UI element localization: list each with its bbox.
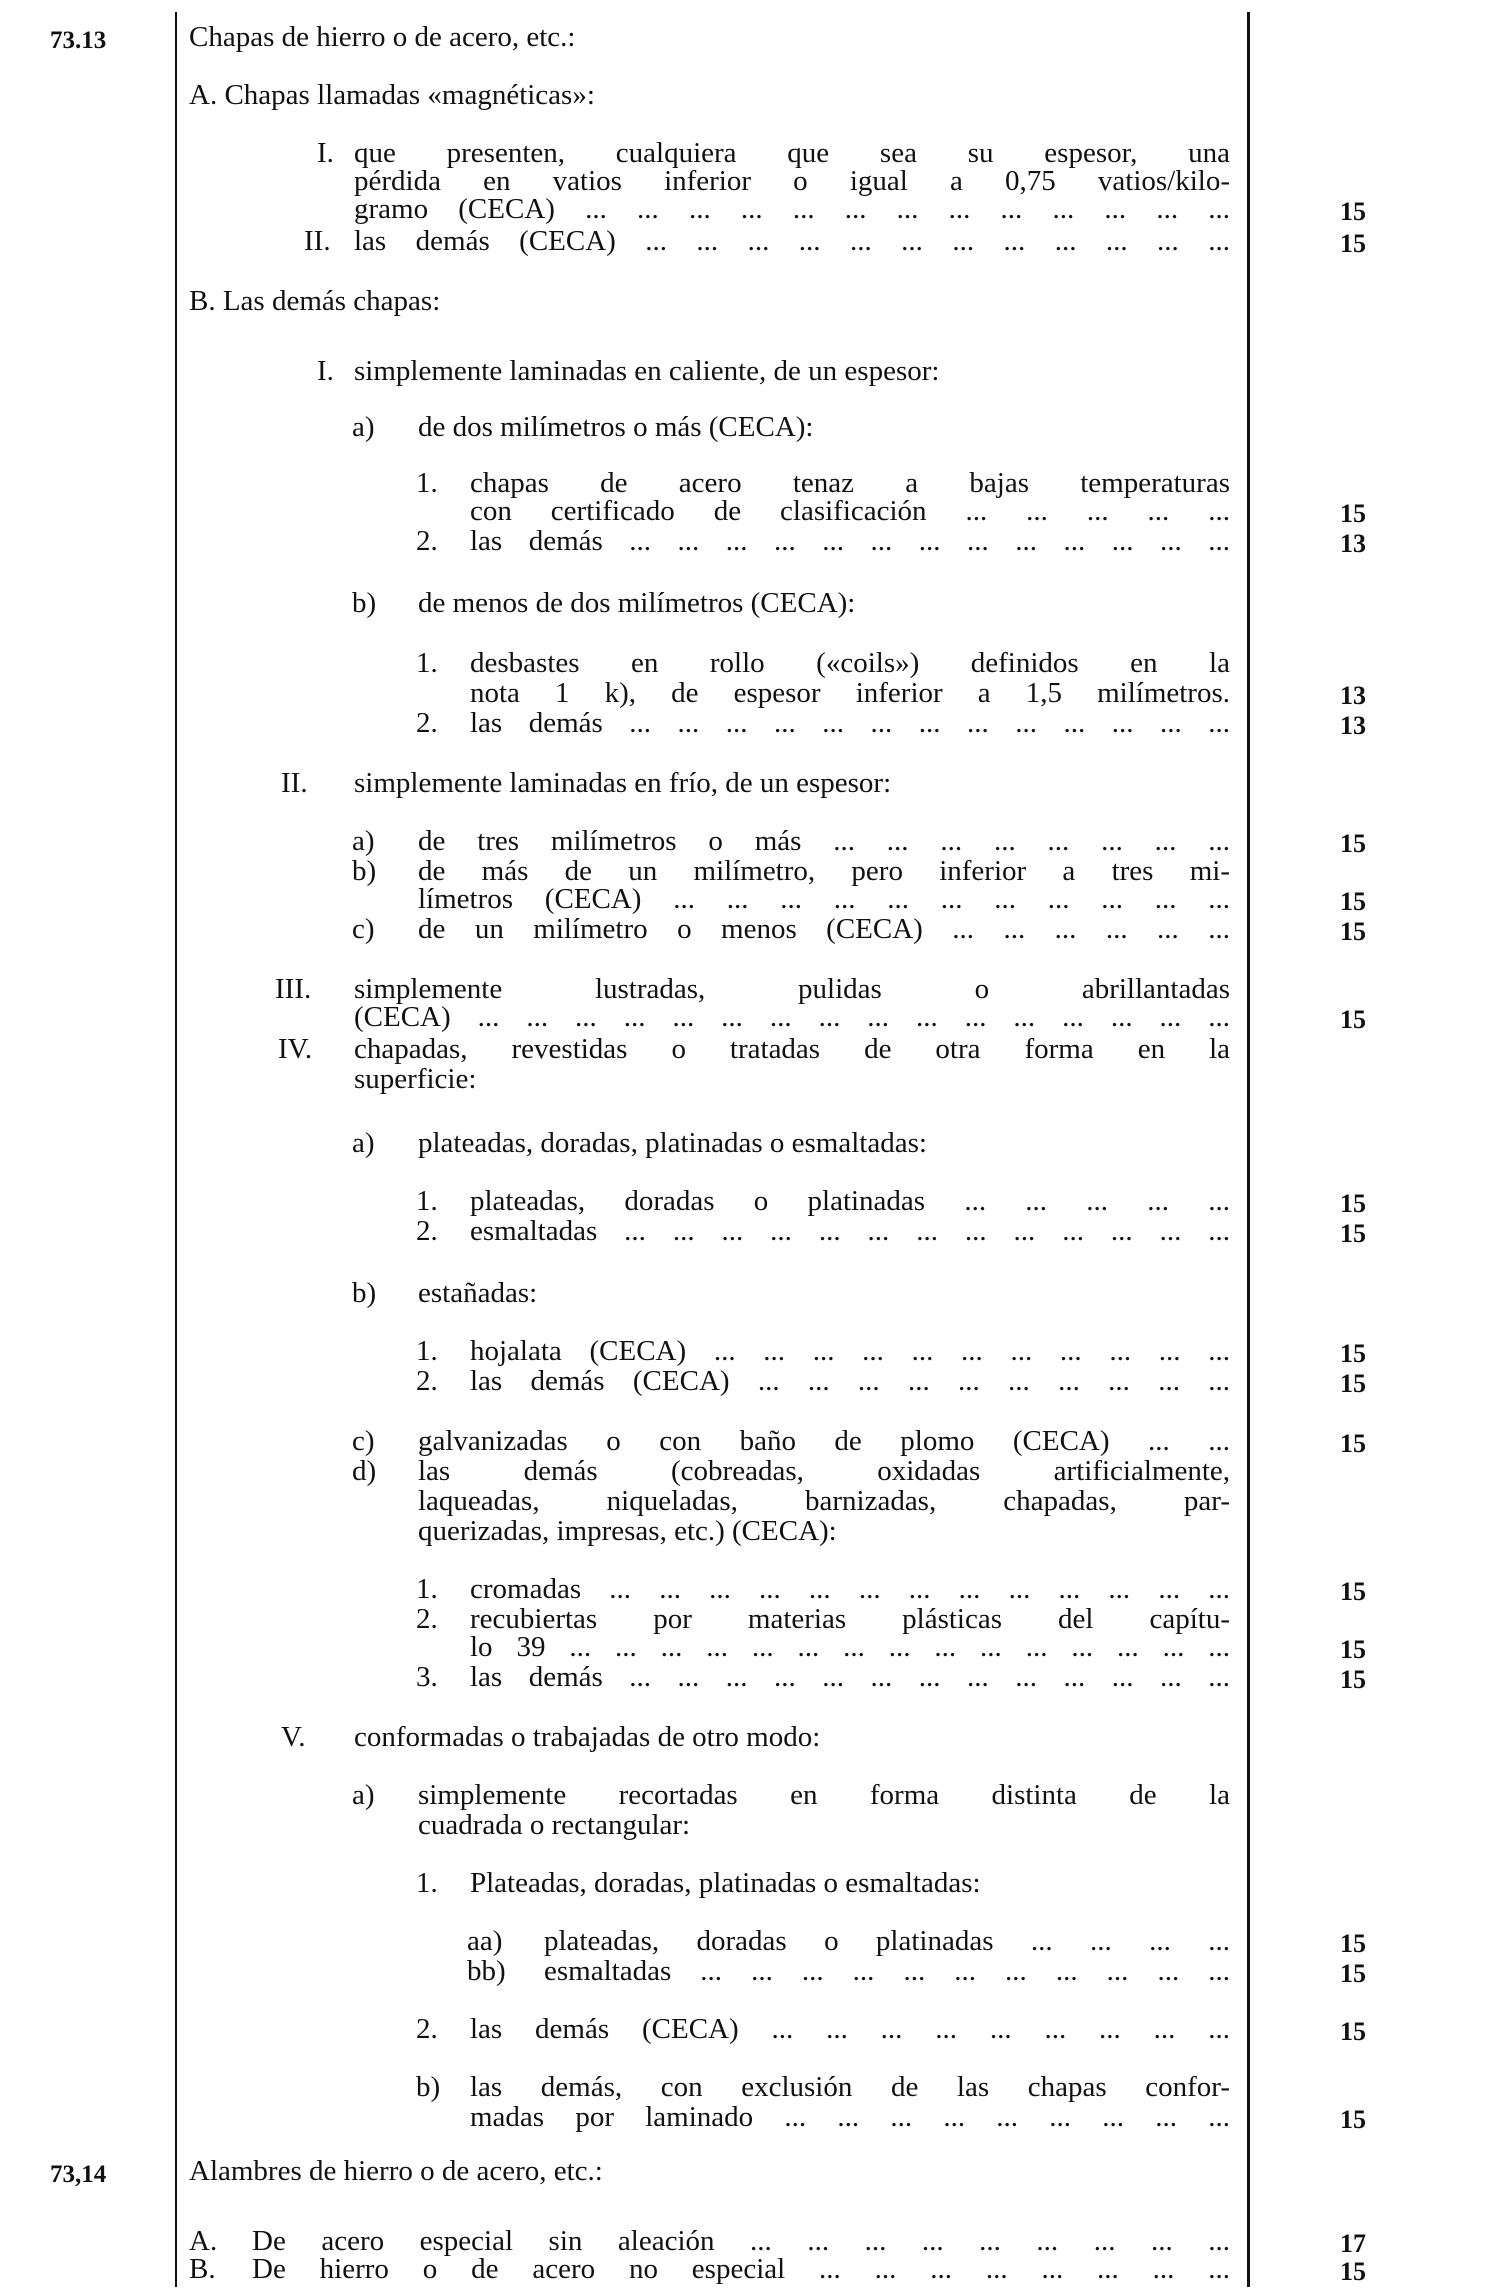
item-B-I-a-1-line2: con certificado de clasificación ... ... ... ... ... [470, 495, 1230, 527]
item-B-I-b: b) de menos de dos milímetros (CECA): [352, 587, 856, 619]
item-B-IV-b-2: 2. las demás (CECA) ... ... ... ... ... ... ... ... ... ... [416, 1365, 1230, 1397]
item-73-14-A: A. De acero especial sin aleación ... ... ... ... ... ... ... ... ... [189, 2225, 1230, 2257]
item-B-IV-line2: superficie: [354, 1063, 477, 1095]
rate-B-III: 15 [1340, 1005, 1366, 1034]
rate-B-I-a-1: 15 [1340, 499, 1366, 528]
item-B-I-b-1-line2: nota 1 k), de espesor inferior a 1,5 milímetros. [470, 677, 1230, 709]
rate-B-IV-c: 15 [1340, 1429, 1366, 1458]
item-B-IV-d-3: 3. las demás ... ... ... ... ... ... ... ... ... ... ... ... ... [416, 1661, 1230, 1693]
rate-B-I-b-1: 13 [1340, 681, 1366, 710]
item-B-IV-b-1: 1. hojalata (CECA) ... ... ... ... ... ... ... ... ... ... ... [416, 1335, 1230, 1367]
item-B-V-b-line1: b) las demás, con exclusión de las chapas confor- [416, 2071, 1230, 2103]
item-B-IV-d-line2: laqueadas, niqueladas, barnizadas, chapadas, par- [418, 1485, 1230, 1517]
item-A: A. Chapas llamadas «magnéticas»: [189, 79, 595, 111]
rate-73-14-A: 17 [1340, 2229, 1366, 2258]
rate-73-14-B: 15 [1340, 2257, 1366, 2286]
item-B-V-a-1-bb: bb) esmaltadas ... ... ... ... ... ... ... ... ... ... ... [467, 1955, 1230, 1987]
item-B-IV-d-2-line2: lo 39 ... ... ... ... ... ... ... ... ... ... ... ... ... ... ... [470, 1631, 1230, 1663]
item-B-V: V. conformadas o trabajadas de otro modo: [281, 1721, 821, 1753]
item-B-V-a-1: 1. Plateadas, doradas, platinadas o esmaltadas: [416, 1867, 981, 1899]
item-B-IV-d-line3: querizadas, impresas, etc.) (CECA): [418, 1515, 837, 1547]
right-column-rule [1247, 12, 1250, 2287]
rate-A-I: 15 [1340, 197, 1366, 226]
rate-B-IV-a-2: 15 [1340, 1219, 1366, 1248]
item-B-IV-line1: IV. chapadas, revestidas o tratadas de otra forma en la [278, 1033, 1230, 1065]
rate-B-IV-d-3: 15 [1340, 1665, 1366, 1694]
item-A-I-line2: pérdida en vatios inferior o igual a 0,75 vatios/kilo- [354, 165, 1230, 197]
item-B-IV-c: c) galvanizadas o con baño de plomo (CECA) ... ... [352, 1425, 1230, 1457]
item-B-IV-a-1: 1. plateadas, doradas o platinadas ... ... ... ... ... [416, 1185, 1230, 1217]
rate-B-II-a: 15 [1340, 829, 1366, 858]
section-title-73-14: Alambres de hierro o de acero, etc.: [189, 2155, 603, 2187]
item-B-IV-d-1: 1. cromadas ... ... ... ... ... ... ... ... ... ... ... ... ... [416, 1573, 1230, 1605]
item-B-IV-a: a) plateadas, doradas, platinadas o esmaltadas: [352, 1127, 927, 1159]
item-B-III-line2: (CECA) ... ... ... ... ... ... ... ... ... ... ... ... ... ... ... ... [354, 1001, 1230, 1033]
item-B-I-a: a) de dos milímetros o más (CECA): [352, 411, 814, 443]
rate-B-V-a-1-aa: 15 [1340, 1929, 1366, 1958]
item-A-I-line1: I. que presenten, cualquiera que sea su espesor, una [317, 137, 1230, 169]
item-A-I-line3: gramo (CECA) ... ... ... ... ... ... ... ... ... ... ... ... ... [354, 193, 1230, 225]
item-B-I-b-2: 2. las demás ... ... ... ... ... ... ... ... ... ... ... ... ... [416, 707, 1230, 739]
rate-B-II-b: 15 [1340, 887, 1366, 916]
rate-B-V-a-1-bb: 15 [1340, 1959, 1366, 1988]
heading-code-73-14: 73,14 [50, 2161, 107, 2188]
item-B-II-a: a) de tres milímetros o más ... ... ... ... ... ... ... ... [352, 825, 1230, 857]
item-A-II: II. las demás (CECA) ... ... ... ... ... ... ... ... ... ... ... ... [304, 225, 1230, 257]
item-B-IV-d-2-line1: 2. recubiertas por materias plásticas del capítu- [416, 1603, 1230, 1635]
item-B-II-c: c) de un milímetro o menos (CECA) ... ... ... ... ... ... [352, 913, 1230, 945]
section-title-73-13: Chapas de hierro o de acero, etc.: [189, 21, 576, 53]
item-B: B. Las demás chapas: [189, 285, 441, 317]
item-B-III-line1: III. simplemente lustradas, pulidas o abrillantadas [275, 973, 1230, 1005]
item-B-V-a-line1: a) simplemente recortadas en forma distinta de la [352, 1779, 1230, 1811]
rate-B-II-c: 15 [1340, 917, 1366, 946]
item-B-IV-a-2: 2. esmaltadas ... ... ... ... ... ... ... ... ... ... ... ... ... [416, 1215, 1230, 1247]
item-B-I-b-1-line1: 1. desbastes en rollo («coils») definidos en la [416, 647, 1230, 679]
rate-A-II: 15 [1340, 229, 1366, 258]
item-B-V-b-line2: madas por laminado ... ... ... ... ... ... ... ... ... [470, 2101, 1230, 2133]
rate-B-I-a-2: 13 [1340, 529, 1366, 558]
item-B-V-a-1-aa: aa) plateadas, doradas o platinadas ... ... ... ... [467, 1925, 1230, 1957]
rate-B-IV-d-2: 15 [1340, 1635, 1366, 1664]
item-B-V-a-line2: cuadrada o rectangular: [418, 1809, 691, 1841]
item-B-V-a-2: 2. las demás (CECA) ... ... ... ... ... ... ... ... ... [416, 2013, 1230, 2045]
rate-B-IV-b-2: 15 [1340, 1369, 1366, 1398]
heading-code-73-13: 73.13 [50, 27, 107, 54]
item-B-I-a-1-line1: 1. chapas de acero tenaz a bajas temperaturas [416, 467, 1230, 499]
item-73-14-B: B. De hierro o de acero no especial ... ... ... ... ... ... ... ... [189, 2253, 1230, 2285]
rate-B-V-b: 15 [1340, 2105, 1366, 2134]
item-B-II-b-line1: b) de más de un milímetro, pero inferior a tres mi- [352, 855, 1230, 887]
left-column-rule [175, 12, 177, 2287]
item-B-I: I. simplemente laminadas en caliente, de un espesor: [317, 355, 940, 387]
rate-B-IV-b-1: 15 [1340, 1339, 1366, 1368]
item-B-IV-b: b) estañadas: [352, 1277, 538, 1309]
item-B-I-a-2: 2. las demás ... ... ... ... ... ... ... ... ... ... ... ... ... [416, 525, 1230, 557]
item-B-IV-d-line1: d) las demás (cobreadas, oxidadas artificialmente, [352, 1455, 1230, 1487]
rate-B-IV-d-1: 15 [1340, 1577, 1366, 1606]
rate-B-IV-a-1: 15 [1340, 1189, 1366, 1218]
item-B-II: II. simplemente laminadas en frío, de un espesor: [281, 767, 892, 799]
rate-B-V-a-2: 15 [1340, 2017, 1366, 2046]
item-B-II-b-line2: límetros (CECA) ... ... ... ... ... ... ... ... ... ... ... [418, 883, 1230, 915]
rate-B-I-b-2: 13 [1340, 711, 1366, 740]
